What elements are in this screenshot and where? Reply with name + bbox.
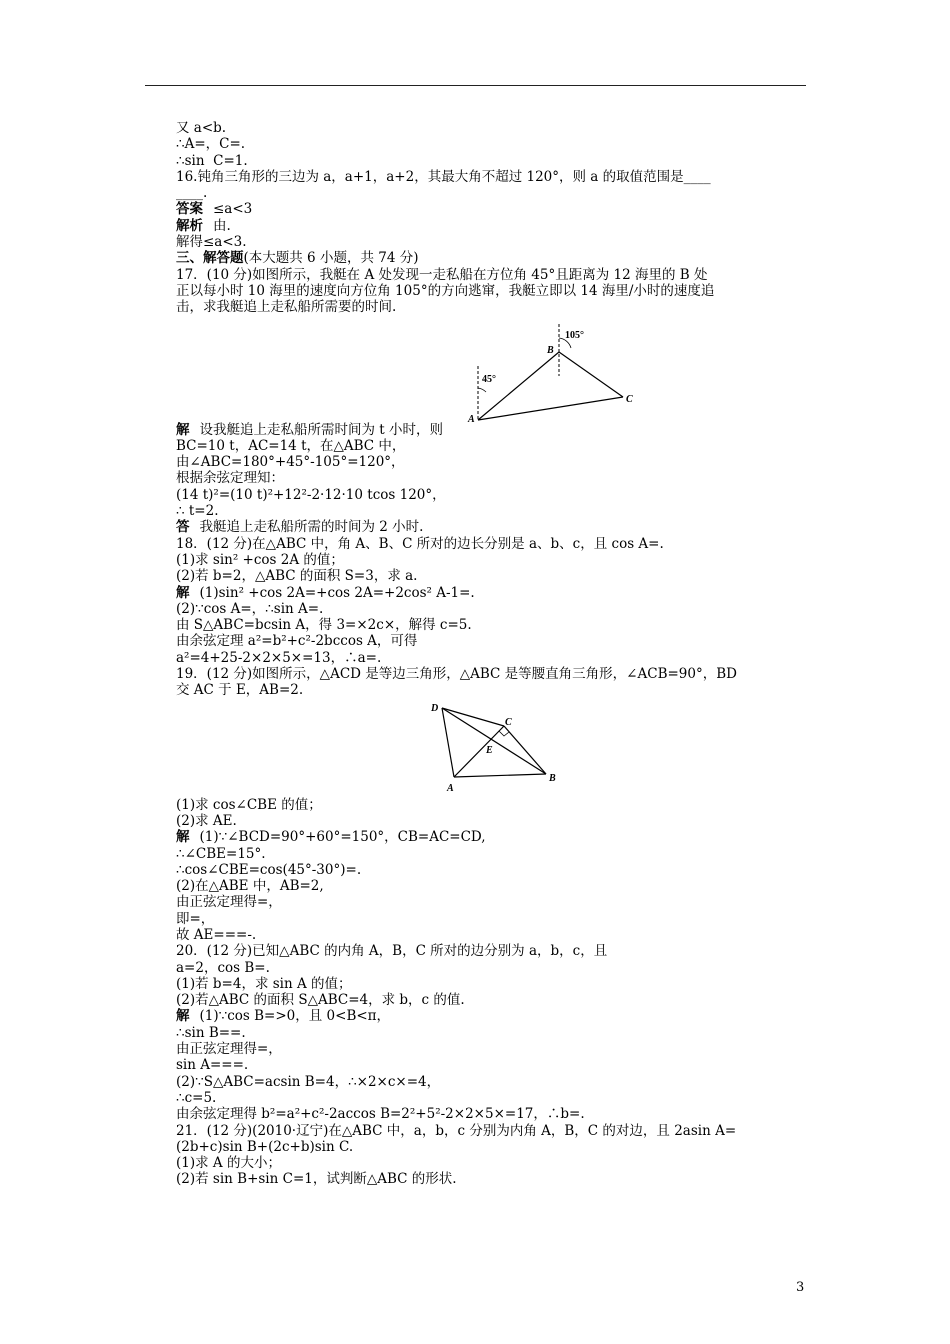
figure-boat-chase <box>421 318 633 425</box>
text-line: 由余弦定理 a²=b²+c²-2bccos A，可得 <box>176 633 418 650</box>
text-line: 由正弦定理得=， <box>176 894 282 911</box>
text-line: (2)∵cos A=，∴sin A=. <box>176 600 324 617</box>
angle-label-45: 45° <box>482 373 496 385</box>
label: 解析 <box>176 217 203 234</box>
answer-line <box>176 519 806 535</box>
vertex-label-A: A <box>468 413 475 425</box>
right-angle-mark <box>499 731 509 736</box>
text-line: 21．(12 分)(2010·辽宁)在△ABC 中，a，b，c 分别为内角 A，B，C 的对边，且 2asin A= <box>176 1122 737 1139</box>
text-line: (2)若 b=2，△ABC 的面积 S=3，求 a. <box>176 568 418 585</box>
text-line: (1)若 b=4，求 sin A 的值； <box>176 975 352 992</box>
edge-DC <box>442 708 504 726</box>
edge-CB <box>504 726 546 774</box>
text-line: ∴sin B==. <box>176 1024 246 1041</box>
label-text: ≤a<3 <box>213 201 253 218</box>
text-line: ∴cos∠CBE=cos(45°-30°)=. <box>176 861 362 878</box>
text-line: 即=， <box>176 910 215 927</box>
analysis-line <box>176 218 806 234</box>
vertex-label-D: D <box>431 702 439 714</box>
text-line: (1)求 sin² +cos 2A 的值； <box>176 551 344 568</box>
vertex-label-B: B <box>547 344 554 356</box>
label-text: (本大题共 6 小题，共 74 分) <box>243 250 419 267</box>
text-line: 18．(12 分)在△ABC 中，角 A、B、C 所对的边长分别是 a、b、c，且 cos A=. <box>176 535 664 552</box>
edge-AB <box>478 352 559 420</box>
label: 答案 <box>176 201 203 218</box>
edge-AC <box>454 726 504 777</box>
text-line: 由∠ABC=180°+45°-105°=120°， <box>176 454 405 471</box>
header-rule <box>145 85 806 86</box>
text-line: (2)在△ABE 中，AB=2, <box>176 878 324 895</box>
page-content <box>176 120 806 1188</box>
text-line: (2)若△ABC 的面积 S△ABC=4，求 b，c 的值. <box>176 992 465 1009</box>
text-line: (2b+c)sin B+(2c+b)sin C. <box>176 1138 354 1155</box>
text-line: 19．(12 分)如图所示，△ACD 是等边三角形，△ABC 是等腰直角三角形，∠ACB=90°，BD <box>176 666 737 683</box>
text-line: 击，求我艇追上走私船所需要的时间. <box>176 299 397 316</box>
label-text: 设我艇追上走私船所需时间为 t 小时，则 <box>199 421 444 438</box>
solution-line <box>176 422 806 438</box>
answer-line <box>176 201 806 217</box>
edge-AB <box>454 774 546 777</box>
text-line: 17．(10 分)如图所示，我艇在 A 处发现一走私船在方位角 45°且距离为 12 海里的 B 处 <box>176 266 708 283</box>
text-line: a=2，cos B=. <box>176 959 270 976</box>
angle-arc-45 <box>478 388 486 392</box>
text-line: 16.钝角三角形的三边为 a，a+1，a+2，其最大角不超过 120°，则 a 的取值范围是____ <box>176 168 711 185</box>
solution-line <box>176 585 806 601</box>
vertex-label-C: C <box>505 716 512 728</box>
label-text: 由. <box>213 217 231 234</box>
vertex-label-E: E <box>486 744 493 756</box>
text-line: 解得≤a<3. <box>176 234 247 251</box>
section-heading <box>176 250 806 266</box>
text-line: sin A===. <box>176 1057 249 1074</box>
text-line: (2)求 AE. <box>176 812 237 829</box>
edge-BC <box>559 352 623 397</box>
text-line: 又 a<b. <box>176 120 227 136</box>
vertex-label-C: C <box>626 393 633 405</box>
solution-line <box>176 829 806 845</box>
label: 三、解答题 <box>176 250 244 267</box>
text-line: BC=10 t，AC=14 t，在△ABC 中， <box>176 437 406 454</box>
text-line: 故 AE===-. <box>176 926 257 943</box>
text-line: 20．(12 分)已知△ABC 的内角 A，B，C 所对的边分别为 a，b，c，且 <box>176 943 608 960</box>
text-line: ____. <box>176 185 208 202</box>
text-line: 交 AC 于 E，AB=2. <box>176 682 304 699</box>
edge-DA <box>442 708 454 777</box>
label-text: (1)∵∠BCD=90°+60°=150°，CB=AC=CD, <box>199 829 486 846</box>
label: 解 <box>176 584 190 601</box>
edge-AC <box>478 397 623 420</box>
text-line: (14 t)²=(10 t)²+12²-2·12·10 tcos 120°， <box>176 486 446 503</box>
text-line: 由 S△ABC=bcsin A，得 3=×2c×，解得 c=5. <box>176 617 472 634</box>
text-line: (1)求 A 的大小； <box>176 1155 281 1172</box>
edge-DB <box>442 708 546 774</box>
label: 解 <box>176 829 190 846</box>
label-text: (1)sin² +cos 2A=+cos 2A=+2cos² A-1=. <box>199 584 475 601</box>
label: 答 <box>176 519 190 536</box>
text-line: 根据余弦定理知： <box>176 470 284 487</box>
label-text: 我艇追上走私船所需的时间为 2 小时. <box>199 519 424 536</box>
label: 解 <box>176 1008 190 1025</box>
text-line: (2)∵S△ABC=acsin B=4，∴×2×c×=4， <box>176 1073 441 1090</box>
text-line: ∴ t=2. <box>176 503 219 520</box>
text-line: a²=4+25-2×2×5×=13，∴a=. <box>176 649 382 666</box>
text-line: 由正弦定理得=， <box>176 1041 282 1058</box>
text-line: ∴∠CBE=15°. <box>176 845 266 862</box>
text-line: ∴A=，C=. <box>176 136 246 153</box>
vertex-label-B: B <box>549 772 556 784</box>
label: 解 <box>176 421 190 438</box>
text-line: 正以每小时 10 海里的速度向方位角 105°的方向逃窜，我艇立即以 14 海里/小时的速度追 <box>176 282 715 299</box>
label-text: (1)∵cos B=>0，且 0<B<π， <box>199 1008 391 1025</box>
figure-triangles <box>429 701 605 797</box>
text-line: ∴sin C=1. <box>176 152 248 169</box>
text-line: (2)若 sin B+sin C=1，试判断△ABC 的形状. <box>176 1171 457 1188</box>
text-line: 由余弦定理得 b²=a²+c²-2accos B=2²+5²-2×2×5×=17，∴b=. <box>176 1106 585 1123</box>
text-line: (1)求 cos∠CBE 的值； <box>176 796 322 813</box>
angle-label-105: 105° <box>565 329 584 341</box>
page-number: 3 <box>796 1280 805 1295</box>
text-line: ∴c=5. <box>176 1089 217 1106</box>
solution-line <box>176 1008 806 1024</box>
vertex-label-A: A <box>447 782 454 794</box>
